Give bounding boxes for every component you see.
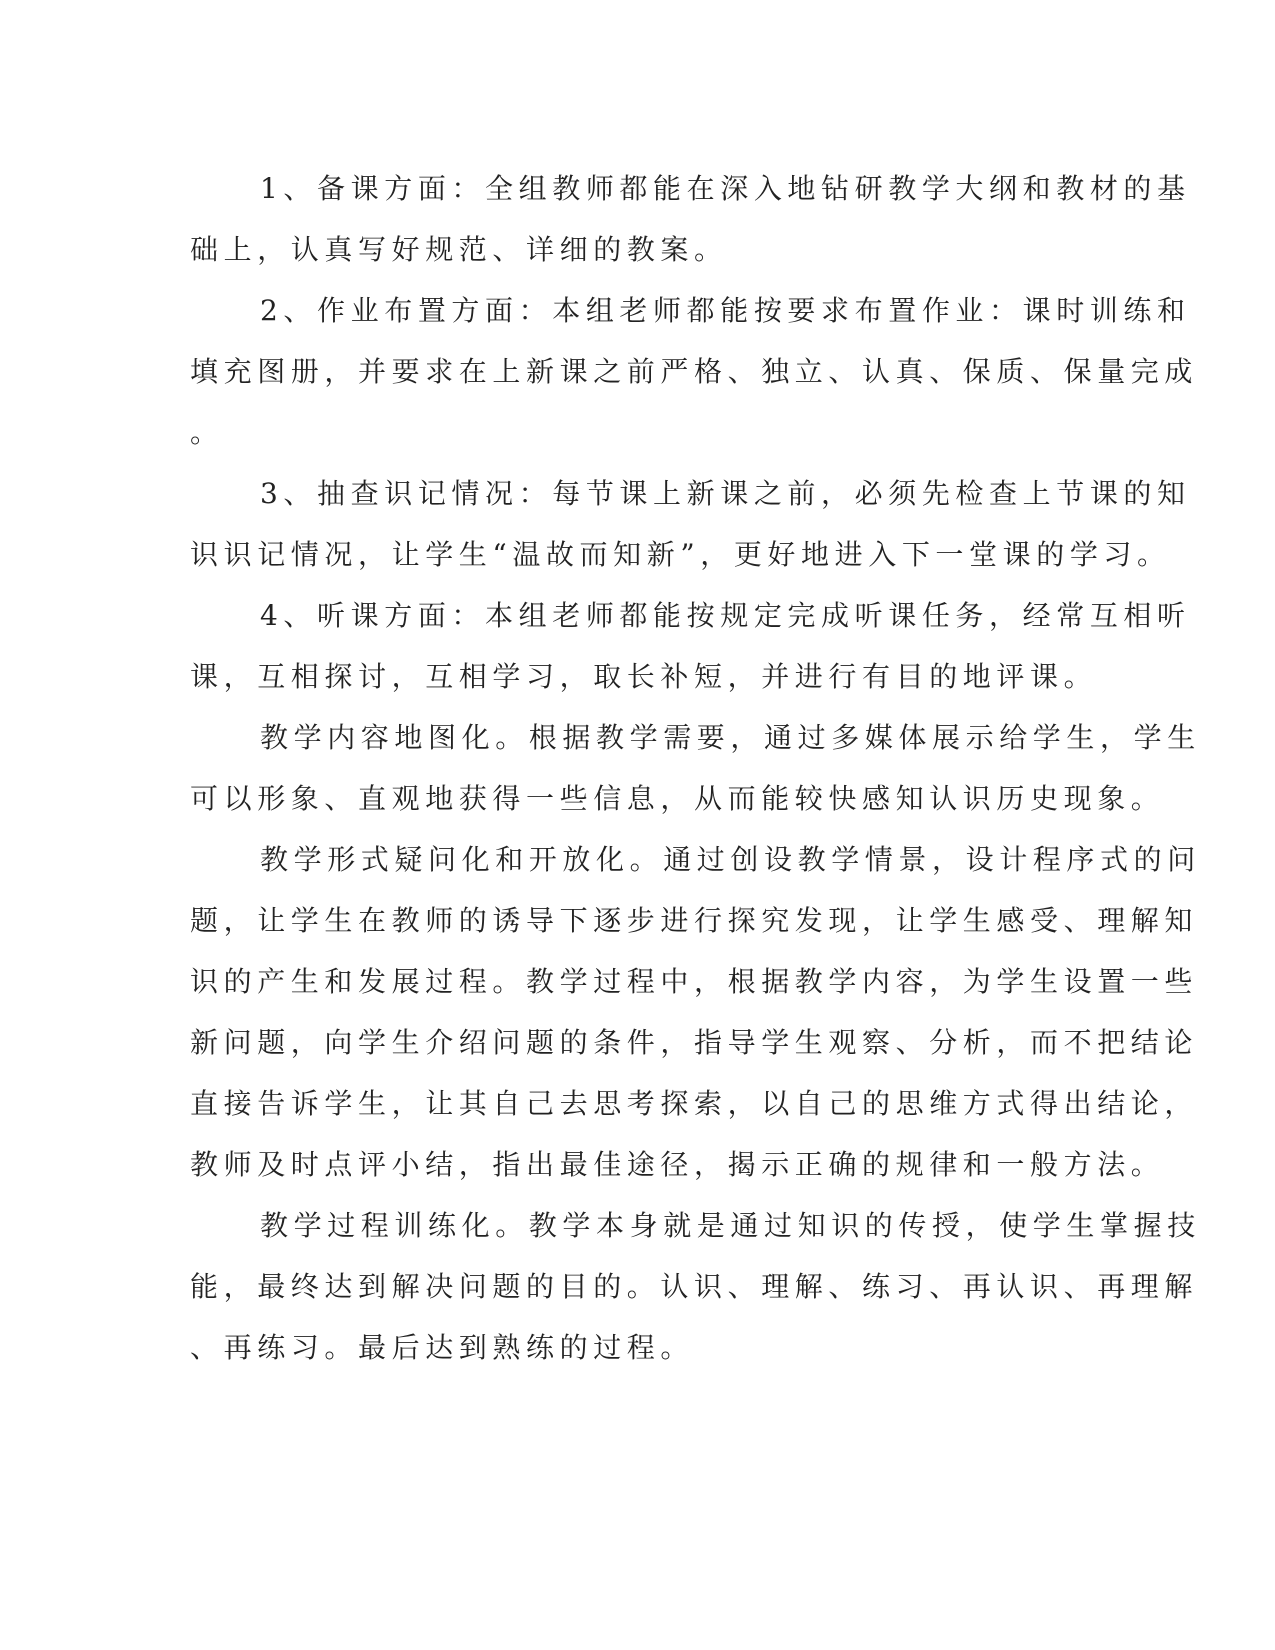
paragraph-1-line-2: 础上，认真写好规范、详细的教案。 [190,233,728,266]
paragraph-5-line-2: 可以形象、直观地获得一些信息，从而能较快感知认识历史现象。 [190,782,1165,815]
paragraph-1-line-1: 1、备课方面：全组教师都能在深入地钻研教学大纲和教材的基 [260,172,1191,205]
paragraph-7-line-1: 教学过程训练化。教学本身就是通过知识的传授，使学生掌握技 [260,1209,1201,1242]
paragraph-4-line-1: 4、听课方面：本组老师都能按规定完成听课任务，经常互相听 [260,599,1191,632]
paragraph-3-line-1: 3、抽查识记情况：每节课上新课之前，必须先检查上节课的知 [260,477,1191,510]
paragraph-6-line-4: 新问题，向学生介绍问题的条件，指导学生观察、分析，而不把结论 [190,1026,1199,1059]
paragraph-6-line-1: 教学形式疑问化和开放化。通过创设教学情景，设计程序式的问 [260,843,1201,876]
paragraph-7-line-2: 能，最终达到解决问题的目的。认识、理解、练习、再认识、再理解 [190,1270,1199,1303]
paragraph-2-line-2: 填充图册，并要求在上新课之前严格、独立、认真、保质、保量完成 [190,355,1199,388]
document-body [190,158,1201,1378]
paragraph-6-line-6: 教师及时点评小结，指出最佳途径，揭示正确的规律和一般方法。 [190,1148,1165,1181]
paragraph-6-line-2: 题，让学生在教师的诱导下逐步进行探究发现，让学生感受、理解知 [190,904,1199,937]
paragraph-2-line-3: 。 [190,416,224,449]
paragraph-6-line-5: 直接告诉学生，让其自己去思考探索，以自己的思维方式得出结论， [190,1087,1199,1120]
paragraph-7-line-3: 、再练习。最后达到熟练的过程。 [190,1331,695,1364]
paragraph-5-line-1: 教学内容地图化。根据教学需要，通过多媒体展示给学生，学生 [260,721,1201,754]
paragraph-3-line-2: 识识记情况，让学生“温故而知新”，更好地进入下一堂课的学习。 [190,538,1171,571]
paragraph-4-line-2: 课，互相探讨，互相学习，取长补短，并进行有目的地评课。 [190,660,1098,693]
paragraph-6-line-3: 识的产生和发展过程。教学过程中，根据教学内容，为学生设置一些 [190,965,1199,998]
paragraph-2-line-1: 2、作业布置方面：本组老师都能按要求布置作业：课时训练和 [260,294,1191,327]
